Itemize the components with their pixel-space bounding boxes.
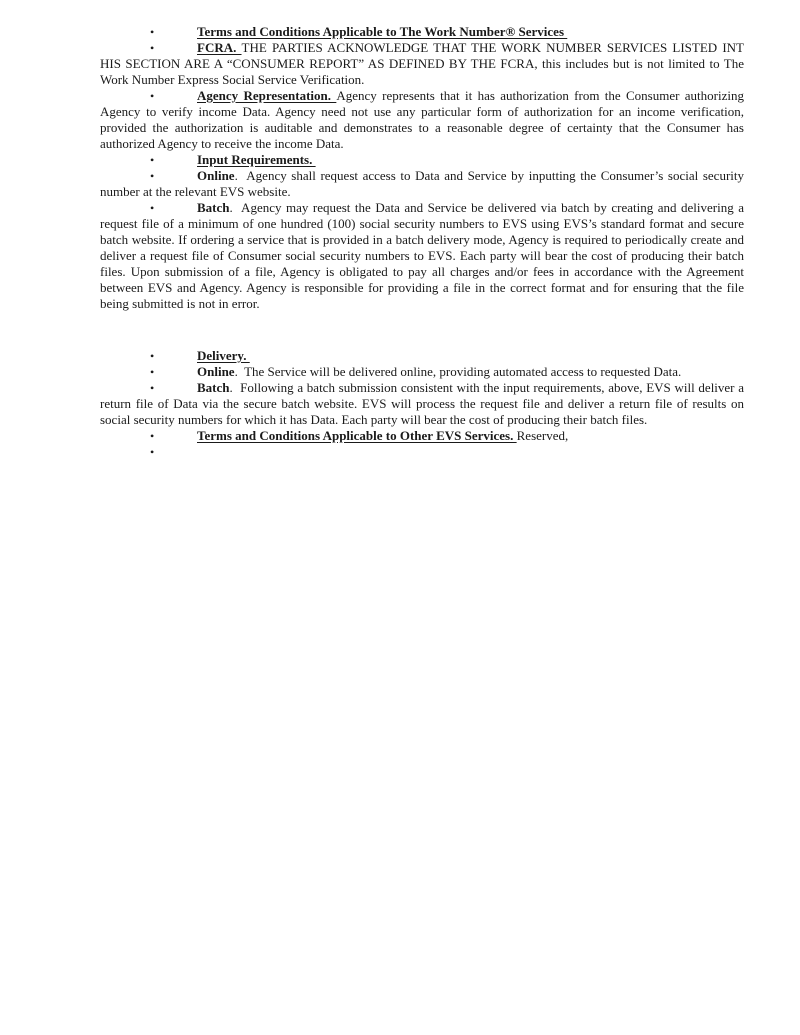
bullet-icon: • xyxy=(150,349,155,363)
para-online-delivery xyxy=(100,364,744,380)
bullet-icon: • xyxy=(150,365,155,379)
text-run: . Agency shall request access to Data and Service by inputting the Consumer’s social security number at the relevant EVS website. xyxy=(100,168,744,199)
blank-line xyxy=(100,330,744,348)
para-batch-input xyxy=(100,200,744,312)
text-run: . Following a batch submission consistent with the input requirements, above, EVS will deliver a return file of Data via the secure batch website. EVS will process the request file and deliver a return file of results on social security numbers for which it has Data. Each party will bear the cost of producing their batch files. xyxy=(100,380,744,427)
bullet-icon: • xyxy=(150,445,155,459)
text-run: Agency Representation. xyxy=(197,88,337,103)
text-run: Online xyxy=(197,168,235,183)
bullet-icon: • xyxy=(150,381,155,395)
heading-input-requirements xyxy=(100,152,744,168)
heading-work-number-terms xyxy=(100,24,744,40)
heading-other-evs-services xyxy=(100,428,744,444)
text-run: Batch xyxy=(197,200,230,215)
bullet-icon: • xyxy=(150,25,155,39)
text-run: Delivery. xyxy=(197,348,250,363)
text-run: Terms and Conditions Applicable to The Work Number® Services xyxy=(197,24,568,39)
text-run: Online xyxy=(197,364,235,379)
bullet-icon: • xyxy=(150,169,155,183)
para-fcra xyxy=(100,40,744,88)
text-run: Agency represents that it has authorization from the Consumer authorizing Agency to verify income Data. Agency need not use any particular form of authorization for an income verification, provided the authorization is auditable and demonstrates to a reasonable degree of certainty that the Consumer has authorized Agency to receive the income Data. xyxy=(100,88,744,151)
empty-bullet-item xyxy=(100,444,744,460)
text-run: Input Requirements. xyxy=(197,152,316,167)
text-run: FCRA. xyxy=(197,40,242,55)
para-agency-representation xyxy=(100,88,744,152)
blank-line xyxy=(100,312,744,330)
text-run: . The Service will be delivered online, providing automated access to requested Data. xyxy=(234,364,682,379)
para-batch-delivery xyxy=(100,380,744,428)
text-run: . Agency may request the Data and Service be delivered via batch by creating and delivering a request file of a minimum of one hundred (100) social security numbers to EVS using EVS’s standard format and secure batch website. If ordering a service that is provided in a batch delivery mode, Agency is required to periodically create and deliver a request file of Consumer social security numbers to EVS. Each party will bear the cost of producing their batch files. Upon submission of a file, Agency is obligated to pay all charges and/or fees in accordance with the Agreement between EVS and Agency. Agency is responsible for providing a file in the correct format and for ensuring that the file being submitted is not in error. xyxy=(100,200,744,311)
heading-delivery xyxy=(100,348,744,364)
bullet-icon: • xyxy=(150,89,155,103)
text-run: Batch xyxy=(197,380,230,395)
bullet-icon: • xyxy=(150,153,155,167)
bullet-icon: • xyxy=(150,41,155,55)
text-run: Terms and Conditions Applicable to Other EVS Services. xyxy=(197,428,517,443)
text-run: THE PARTIES ACKNOWLEDGE THAT THE WORK NUMBER SERVICES LISTED INT HIS SECTION ARE A “CONSUMER REPORT” AS DEFINED BY THE FCRA, this includes but is not limited to The Work Number Express Social Service Verification. xyxy=(100,40,744,87)
bullet-icon: • xyxy=(150,429,155,443)
text-run: Reserved, xyxy=(516,428,569,443)
document-content xyxy=(100,24,744,460)
para-online-input xyxy=(100,168,744,200)
bullet-icon: • xyxy=(150,201,155,215)
